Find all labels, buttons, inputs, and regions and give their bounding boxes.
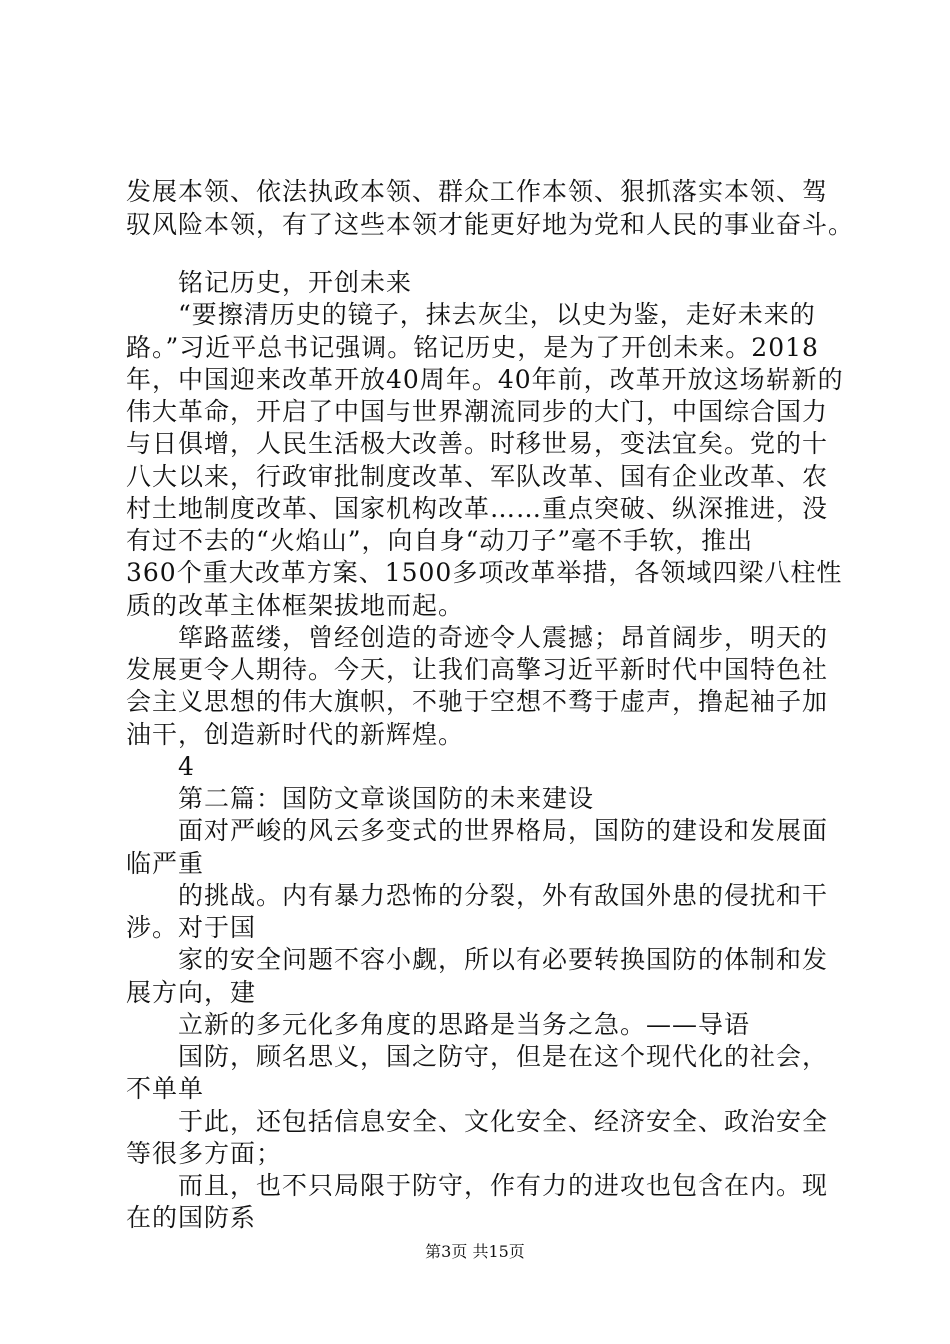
text-line: 的挑战。内有暴力恐怖的分裂，外有敌国外患的侵扰和干 <box>126 881 829 910</box>
text-line: 临严重 <box>126 849 205 878</box>
text-line: 国防，顾名思义，国之防守，但是在这个现代化的社会， <box>126 1042 829 1071</box>
text-line: 在的国防系 <box>126 1203 257 1232</box>
text-line: 伟大革命，开启了中国与世界潮流同步的大门，中国综合国力 <box>126 397 829 426</box>
text-line: 有过不去的“火焰山”，向自身“动刀子”毫不手软，推出 <box>126 526 754 555</box>
text-line: 发展本领、依法执政本领、群众工作本领、狠抓落实本领、驾 <box>126 177 829 206</box>
text-line: 立新的多元化多角度的思路是当务之急。——导语 <box>126 1010 751 1039</box>
text-line: 八大以来，行政审批制度改革、军队改革、国有企业改革、农 <box>126 462 829 491</box>
text-line: 面对严峻的风云多变式的世界格局，国防的建设和发展面 <box>126 816 829 845</box>
text-line: 360个重大改革方案、1500多项改革举措，各领域四梁八柱性 <box>126 558 843 587</box>
section-heading: 第二篇：国防文章谈国防的未来建设 <box>126 784 595 813</box>
text-line: 路。”习近平总书记强调。铭记历史，是为了开创未来。2018 <box>126 333 819 362</box>
text-line: 而且，也不只局限于防守，作有力的进攻也包含在内。现 <box>126 1171 829 1200</box>
text-line: 涉。对于国 <box>126 913 257 942</box>
text-line: 等很多方面； <box>126 1139 283 1168</box>
text-line: 年，中国迎来改革开放40周年。40年前，改革开放这场崭新的 <box>126 365 844 394</box>
text-line: 驭风险本领，有了这些本领才能更好地为党和人民的事业奋斗。 <box>126 210 855 239</box>
text-line: 会主义思想的伟大旗帜，不驰于空想不骛于虚声，撸起袖子加 <box>126 687 829 716</box>
text-line: 筚路蓝缕，曾经创造的奇迹令人震撼；昂首阔步，明天的 <box>126 623 829 652</box>
text-line: 展方向，建 <box>126 978 257 1007</box>
page-footer: 第3页 共15页 <box>425 1242 525 1261</box>
text-line: 油干，创造新时代的新辉煌。 <box>126 720 465 749</box>
text-line: “要擦清历史的镜子，抹去灰尘，以史为鉴，走好未来的 <box>126 300 816 329</box>
text-line: 与日俱增，人民生活极大改善。时移世易，变法宜矣。党的十 <box>126 429 829 458</box>
text-line: 家的安全问题不容小觑，所以有必要转换国防的体制和发 <box>126 945 829 974</box>
text-line: 不单单 <box>126 1074 205 1103</box>
page-number-marker: 4 <box>126 752 195 781</box>
text-line: 于此，还包括信息安全、文化安全、经济安全、政治安全 <box>126 1107 829 1136</box>
text-line: 质的改革主体框架拔地而起。 <box>126 591 465 620</box>
section-heading: 铭记历史，开创未来 <box>126 268 413 297</box>
text-line: 发展更令人期待。今天，让我们高擎习近平新时代中国特色社 <box>126 655 829 684</box>
text-line: 村土地制度改革、国家机构改革……重点突破、纵深推进，没 <box>126 494 829 523</box>
